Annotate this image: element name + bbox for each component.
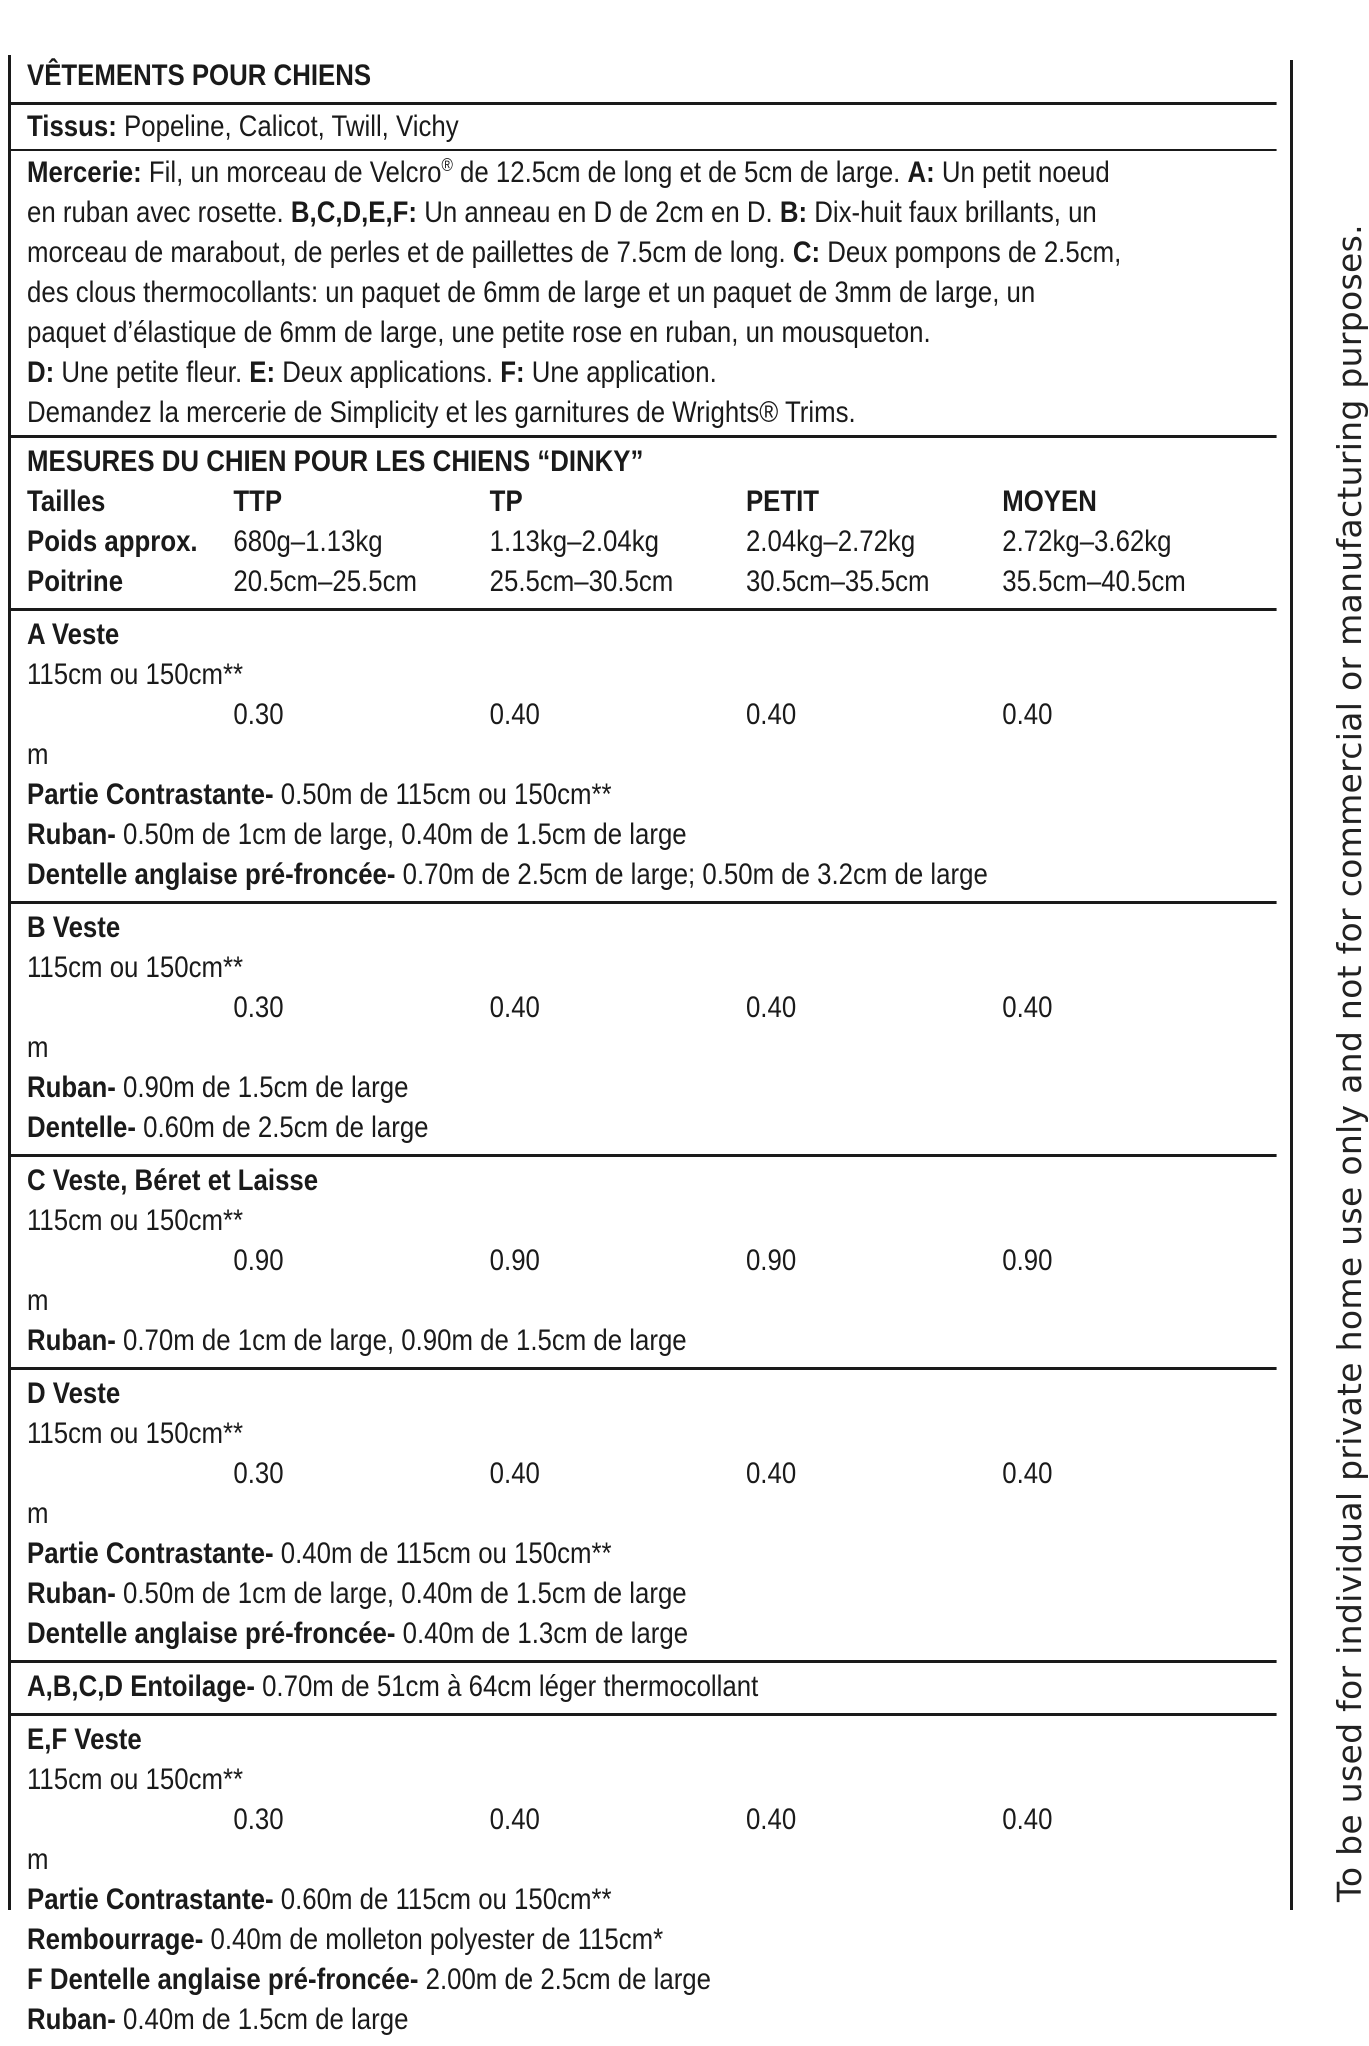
measures-cell: 30.5cm–35.5cm [745,565,930,598]
measures-cell: 680g–1.13kg [233,525,383,558]
yardage-section [27,1370,1274,1660]
yardage-value: 0.90 [489,1244,540,1277]
notion-label: Ruban- [27,1071,116,1104]
mercerie-text: Demandez la mercerie de Simplicity et les garnitures de Wrights® Trims. [27,396,856,429]
yardage-value: 0.30 [233,991,284,1024]
tissus-text: Popeline, Calicot, Twill, Vichy [116,110,459,143]
measures-title: MESURES DU CHIEN POUR LES CHIENS “DINKY” [27,445,644,478]
mercerie-text: Fil, un morceau de Velcro [141,156,442,189]
mercerie-line [27,153,1274,193]
notion-text: 0.50m de 1cm de large, 0.40m de 1.5cm de large [115,818,687,851]
mercerie-bold: D: [27,356,55,389]
mercerie-line [27,313,1274,353]
mercerie-text: Un petit noeud [934,156,1110,189]
notion-text: 0.50m de 115cm ou 150cm** [273,778,612,811]
section-title: B Veste [27,911,121,944]
spacer [1183,1454,1260,1494]
mercerie-text: Dix-huit faux brillants, un [807,196,1097,229]
mercerie-text: en ruban avec rosette. [27,196,291,229]
yardage-row [27,1241,1274,1321]
notion-text: 0.70m de 2.5cm de large; 0.50m de 3.2cm de large [395,858,988,891]
yardage-value: 0.30 [233,1803,284,1836]
fabric-width: 115cm ou 150cm** [27,1204,244,1237]
content [27,50,1274,2046]
mercerie-block [27,151,1274,435]
mercerie-bold: A: [907,156,935,189]
notion-label: Ruban- [27,1577,116,1610]
mercerie-text: Une application. [524,356,717,389]
notion-label: Dentelle- [27,1111,136,1144]
yardage-row [27,1800,1274,1880]
mercerie-text: des clous thermocollants: un paquet de 6mm de large et un paquet de 3mm de large, un [27,276,1036,309]
notion-label: Ruban- [27,818,116,851]
spacer [27,1454,233,1494]
notion-label: F Dentelle anglaise pré-froncée- [27,1963,419,1996]
unit-label: m [27,1497,49,1530]
mercerie-line [27,353,1274,393]
measures-table [27,482,1274,602]
spacer [1183,988,1260,1028]
mercerie-text: Une petite fleur. [54,356,250,389]
unit-label: m [27,1843,49,1876]
spacer [27,988,233,1028]
mercerie-line [27,273,1274,313]
mercerie-text: Deux pompons de 2.5cm, [820,236,1122,269]
yardage-value: 0.40 [1002,698,1053,731]
notion-line [27,1534,1274,1574]
spacer [1183,1241,1260,1281]
notion-line [27,815,1274,855]
spacer [27,1800,233,1840]
right-border [1290,60,1293,1910]
measures-row [27,562,1274,602]
unit-label: m [27,1284,49,1317]
side-notice: To be used for individual private home use only and not for commercial or manufacturing purposes. [1330,224,1369,1902]
notion-label: Ruban- [27,1324,116,1357]
yardage-value: 0.40 [489,1457,540,1490]
measures-cell: 2.72kg–3.62kg [1002,525,1172,558]
mercerie-text: de 12.5cm de long et de 5cm de large. [452,156,908,189]
section-title: D Veste [27,1377,121,1410]
notion-text: 0.60m de 115cm ou 150cm** [273,1883,612,1916]
yardage-value: 0.40 [1002,991,1053,1024]
notion-text: 0.40m de 1.5cm de large [115,2003,409,2036]
yardage-value: 0.90 [745,1244,797,1277]
section-title: A Veste [27,618,120,651]
measures-row [27,482,1274,522]
notion-text: 0.40m de molleton polyester de 115cm* [203,1923,664,1956]
section-title: C Veste, Béret et Laisse [27,1164,319,1197]
entoilage-line [27,1663,1274,1713]
notion-line [27,1321,1274,1361]
spacer [27,695,233,735]
section-title: E,F Veste [27,1723,142,1756]
mercerie-bold: B,C,D,E,F: [290,196,418,229]
registered-mark: ® [441,155,453,175]
measures-cell: 20.5cm–25.5cm [233,565,417,598]
notion-label: Partie Contrastante- [27,1537,274,1570]
measures-cell: 35.5cm–40.5cm [1002,565,1186,598]
yardage-section [27,1716,1274,2046]
notion-label: Partie Contrastante- [27,778,274,811]
mercerie-text: paquet d’élastique de 6mm de large, une petite rose en ruban, un mousqueton. [27,316,931,349]
yardage-sections [27,611,1274,1663]
notion-text: 0.40m de 115cm ou 150cm** [273,1537,612,1570]
yardage-row [27,695,1274,775]
notion-label: Rembourrage- [27,1923,204,1956]
unit-label: m [27,738,49,771]
yardage-value: 0.40 [489,1803,540,1836]
unit-label: m [27,1031,49,1064]
yardage-value: 0.40 [1002,1803,1053,1836]
measures-cell: PETIT [745,485,820,518]
measures-cell: MOYEN [1002,485,1097,518]
notion-text: 2.00m de 2.5cm de large [418,1963,711,1996]
notion-label: Ruban- [27,2003,116,2036]
measures-cell: 2.04kg–2.72kg [745,525,916,558]
mercerie-text: morceau de marabout, de perles et de paillettes de 7.5cm de long. [27,236,793,269]
notion-text: 0.60m de 2.5cm de large [135,1111,429,1144]
yardage-section [27,611,1274,901]
entoilage-text: 0.70m de 51cm à 64cm léger thermocollant [254,1670,759,1703]
mercerie-line [27,393,1274,433]
mercerie-text: Deux applications. [275,356,501,389]
notion-line [27,1068,1274,1108]
notion-line [27,1108,1274,1148]
spacer [1183,1800,1260,1840]
mercerie-bold: B: [779,196,808,229]
yardage-value: 0.40 [745,991,797,1024]
notion-label: Dentelle anglaise pré-froncée- [27,858,396,891]
mercerie-text: Un anneau en D de 2cm en D. [417,196,780,229]
yardage-value: 0.90 [233,1244,284,1277]
fabric-width: 115cm ou 150cm** [27,1763,244,1796]
tissus-label: Tissus: [27,110,117,143]
tissus-line [27,105,1274,149]
yardage-row [27,1454,1274,1534]
yardage-section [27,1157,1274,1367]
mercerie-line [27,233,1274,273]
measures-row [27,522,1274,562]
notion-line [27,1880,1274,1920]
notion-text: 0.90m de 1.5cm de large [115,1071,409,1104]
page-title: VÊTEMENTS POUR CHIENS [27,59,372,92]
left-border [8,55,11,1910]
mercerie-line [27,193,1274,233]
notion-line [27,1920,1274,1960]
yardage-value: 0.40 [489,698,540,731]
fabric-width: 115cm ou 150cm** [27,951,244,984]
measures-cell: TTP [233,485,283,518]
fabric-width: 115cm ou 150cm** [27,1417,244,1450]
yardage-row [27,988,1274,1068]
notion-text: 0.70m de 1cm de large, 0.90m de 1.5cm de large [115,1324,687,1357]
measures-row-label: Tailles [27,485,106,518]
section-ef [27,1716,1274,2046]
notion-label: Dentelle anglaise pré-froncée- [27,1617,396,1650]
notion-text: 0.40m de 1.3cm de large [395,1617,689,1650]
fabric-width: 115cm ou 150cm** [27,658,244,691]
notion-line [27,775,1274,815]
yardage-section [27,904,1274,1154]
entoilage-label: A,B,C,D Entoilage- [27,1670,255,1703]
mercerie-bold: Mercerie: [27,156,142,189]
yardage-value: 0.40 [489,991,540,1024]
yardage-value: 0.40 [745,698,797,731]
yardage-value: 0.40 [745,1803,797,1836]
yardage-value: 0.30 [233,698,284,731]
notion-line [27,1614,1274,1654]
notion-line [27,855,1274,895]
measures-cell: 25.5cm–30.5cm [489,565,674,598]
yardage-value: 0.40 [1002,1457,1053,1490]
measures-cell: TP [489,485,523,518]
mercerie-bold: F: [500,356,525,389]
measures-block [27,438,1274,608]
notion-text: 0.50m de 1cm de large, 0.40m de 1.5cm de large [115,1577,687,1610]
measures-cell: 1.13kg–2.04kg [489,525,659,558]
notion-line [27,1960,1274,2000]
spacer [1183,695,1260,735]
mercerie-bold: E: [249,356,276,389]
notion-label: Partie Contrastante- [27,1883,274,1916]
yardage-value: 0.30 [233,1457,284,1490]
measures-row-label: Poitrine [27,565,124,598]
mercerie-bold: C: [792,236,821,269]
notion-line [27,1574,1274,1614]
notion-line [27,2000,1274,2040]
yardage-value: 0.90 [1002,1244,1053,1277]
spacer [27,1241,233,1281]
measures-row-label: Poids approx. [27,525,198,558]
yardage-value: 0.40 [745,1457,797,1490]
